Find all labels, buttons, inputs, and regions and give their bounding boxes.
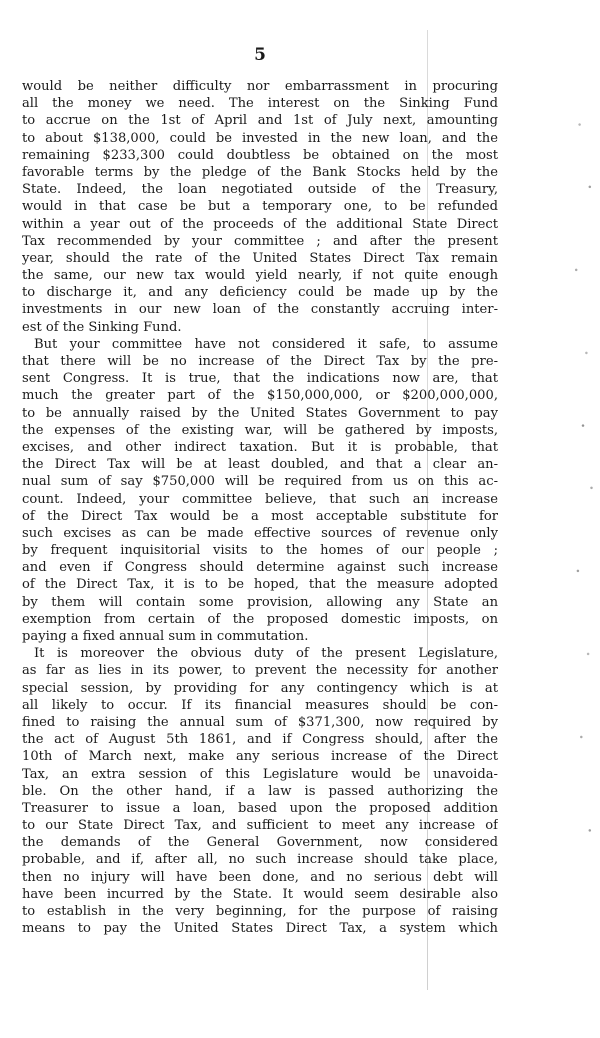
paragraph-start: But your committee have not considered it safe, to assume (34, 336, 498, 352)
text-line: by frequent inquisitorial visits to the homes of our people ; (22, 543, 498, 559)
text-line: that there will be no increase of the Direct Tax by the pre- (22, 354, 498, 369)
text-line: count. Indeed, your committee believe, that such an increase (22, 491, 498, 507)
text-line: such excises as can be made effective sources of revenue only (22, 525, 498, 541)
text-line: Treasurer to issue a loan, based upon the proposed addition (22, 800, 498, 816)
text-line: much the greater part of the $150,000,000, or $200,000,000, (22, 388, 498, 404)
document-body (22, 78, 498, 937)
text-line: 10th of March next, make any serious increase of the Direct (22, 749, 498, 765)
text-line: within a year out of the proceeds of the additional State Direct (22, 216, 498, 232)
text-line: nual sum of say $750,000 will be required from us on this ac- (22, 474, 498, 490)
text-line: to establish in the very beginning, for the purpose of raising (22, 904, 498, 919)
text-line: the demands of the General Government, now considered (22, 835, 498, 851)
text-line: favorable terms by the pledge of the Bank Stocks held by the (22, 164, 498, 180)
text-line: the expenses of the existing war, will be gathered by imposts, (22, 422, 498, 438)
text-line: the act of August 5th 1861, and if Congress should, after the (22, 732, 498, 748)
text-line: probable, and if, after all, no such increase should take place, (22, 852, 498, 868)
text-line: Tax recommended by your committee ; and after the present (22, 233, 498, 249)
text-line: Tax, an extra session of this Legislature would be unavoida- (22, 766, 498, 782)
text-line: and even if Congress should determine against such increase (22, 560, 498, 576)
text-line: to discharge it, and any deficiency could be made up by the (22, 285, 498, 301)
text-line: to be annually raised by the United States Government to pay (22, 405, 498, 421)
text-line: investments in our new loan of the constantly accruing inter- (22, 302, 498, 318)
paragraph-start: It is moreover the obvious duty of the present Legislature, (34, 646, 498, 662)
text-line: of the Direct Tax would be a most acceptable substitute for (22, 508, 498, 524)
page-number: 5 (254, 45, 266, 65)
text-line: special session, by providing for any contingency which is at (22, 680, 498, 696)
text-line: paying a fixed annual sum in commutation. (22, 629, 309, 644)
text-line: to our State Direct Tax, and sufficient to meet any increase of (22, 818, 498, 834)
text-line: est of the Sinking Fund. (22, 319, 182, 335)
text-line: sent Congress. It is true, that the indications now are, that (22, 371, 498, 387)
text-line: year, should the rate of the United States Direct Tax remain (22, 250, 498, 266)
text-line: State. Indeed, the loan negotiated outside of the Treasury, (22, 182, 498, 198)
text-line: would be neither difficulty nor embarrassment in procuring (22, 79, 498, 94)
text-line: all likely to occur. If its financial measures should be con- (22, 697, 498, 713)
text-line: excises, and other indirect taxation. But it is probable, that (22, 439, 498, 455)
page-edge-speckles (566, 0, 600, 1038)
text-line: to accrue on the 1st of April and 1st of July next, amounting (22, 113, 498, 129)
text-line: of the Direct Tax, it is to be hoped, that the measure adopted (22, 577, 498, 593)
text-line: then no injury will have been done, and no serious debt will (22, 869, 498, 885)
text-line: all the money we need. The interest on the Sinking Fund (22, 96, 498, 112)
text-line: ble. On the other hand, if a law is passed authorizing the (22, 783, 498, 799)
text-line: as far as lies in its power, to prevent the necessity for another (22, 663, 498, 679)
text-line: remaining $233,300 could doubtless be obtained on the most (22, 147, 498, 163)
text-line: have been incurred by the State. It would seem desirable also (22, 886, 498, 902)
text-line: means to pay the United States Direct Tax, a system which (22, 921, 498, 937)
text-line: exemption from certain of the proposed domestic imposts, on (22, 611, 498, 627)
text-line: the same, our new tax would yield nearly, if not quite enough (22, 268, 498, 284)
text-line: to about $138,000, could be invested in the new loan, and the (22, 130, 498, 146)
text-line: fined to raising the annual sum of $371,300, now required by (22, 714, 498, 730)
text-line: the Direct Tax will be at least doubled, and that a clear an- (22, 457, 498, 473)
text-line: would in that case be but a temporary one, to be refunded (22, 199, 498, 215)
text-line: by them will contain some provision, allowing any State an (22, 594, 498, 610)
